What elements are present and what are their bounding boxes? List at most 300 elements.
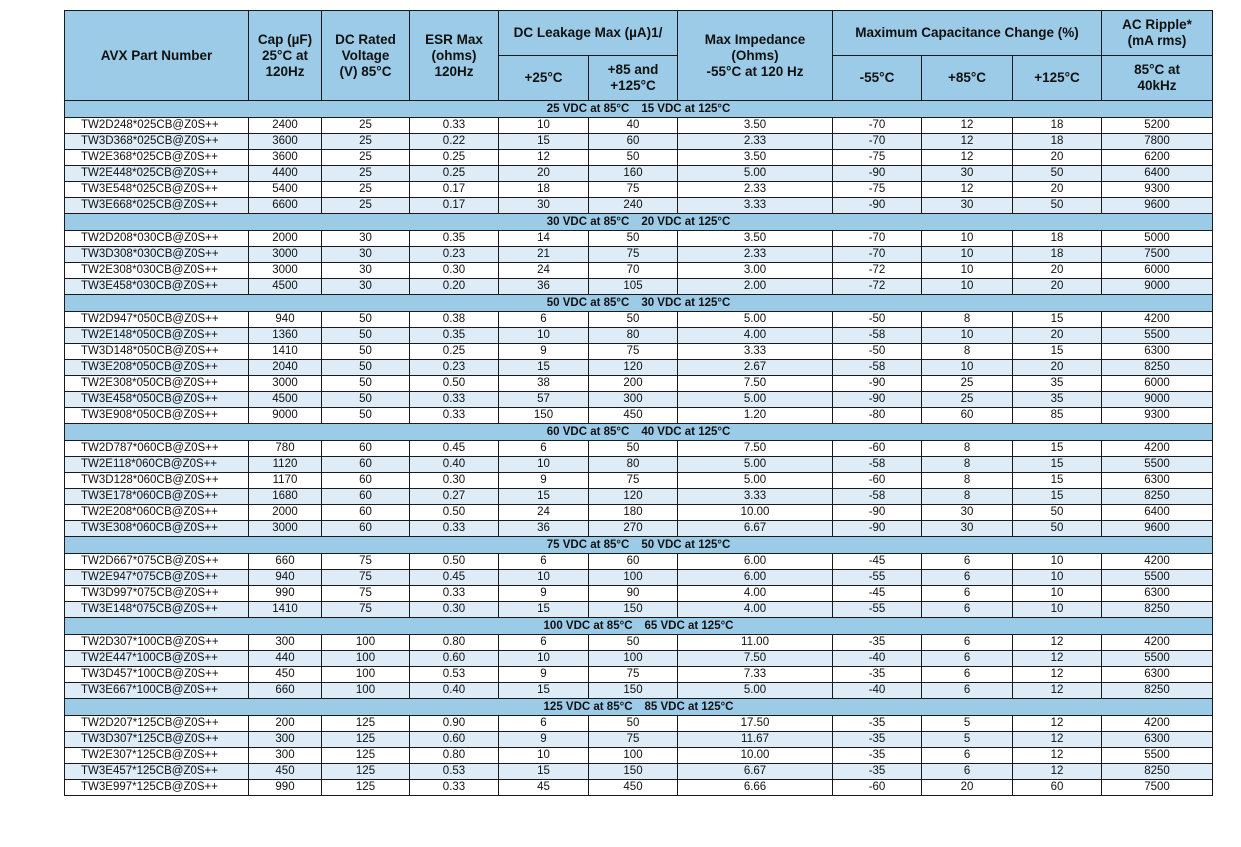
cell-impedance: 3.50 xyxy=(678,150,833,166)
cell-leakage-25: 18 xyxy=(499,182,589,198)
cell-cap-change-125: 20 xyxy=(1013,360,1102,376)
cell-ac-ripple: 6000 xyxy=(1102,376,1213,392)
cell-impedance: 3.33 xyxy=(678,489,833,505)
cell-cap-change-85: 8 xyxy=(922,441,1013,457)
section-header-row xyxy=(65,699,1213,716)
cell-rated-voltage: 50 xyxy=(322,344,410,360)
table-row xyxy=(65,263,1213,279)
cell-leakage-25: 15 xyxy=(499,602,589,618)
section-rating-85: 100 VDC at 85°C xyxy=(543,620,633,632)
cell-cap-change-125: 15 xyxy=(1013,312,1102,328)
cell-part-number: TW2D208*030CB@Z0S++ xyxy=(65,231,249,247)
cell-capacitance: 300 xyxy=(249,635,322,651)
header-impedance-line: (Ohms) xyxy=(731,47,779,63)
cell-cap-change-125: 18 xyxy=(1013,247,1102,263)
cell-leakage-25: 9 xyxy=(499,473,589,489)
cell-rated-voltage: 25 xyxy=(322,166,410,182)
cell-cap-change-85: 12 xyxy=(922,150,1013,166)
cell-rated-voltage: 100 xyxy=(322,635,410,651)
cell-esr: 0.45 xyxy=(410,441,499,457)
cell-leakage-85-125: 150 xyxy=(589,602,678,618)
table-row xyxy=(65,635,1213,651)
cell-ac-ripple: 7800 xyxy=(1102,134,1213,150)
cell-leakage-85-125: 270 xyxy=(589,521,678,537)
table-row xyxy=(65,732,1213,748)
cell-leakage-85-125: 100 xyxy=(589,570,678,586)
header-row-top xyxy=(65,11,1213,56)
header-esr-line: 120Hz xyxy=(434,63,474,79)
cell-leakage-25: 12 xyxy=(499,150,589,166)
cell-cap-change-85: 6 xyxy=(922,635,1013,651)
cell-leakage-25: 20 xyxy=(499,166,589,182)
cell-esr: 0.60 xyxy=(410,651,499,667)
cell-part-number: TW3E148*075CB@Z0S++ xyxy=(65,602,249,618)
header-esr xyxy=(410,11,499,101)
section-rating-85: 30 VDC at 85°C xyxy=(546,216,630,228)
cell-leakage-85-125: 60 xyxy=(589,134,678,150)
header-leakage-25: +25°C xyxy=(499,56,589,101)
cell-esr: 0.25 xyxy=(410,166,499,182)
cell-rated-voltage: 60 xyxy=(322,457,410,473)
cell-esr: 0.60 xyxy=(410,732,499,748)
cell-esr: 0.80 xyxy=(410,748,499,764)
cell-cap-change-m55: -58 xyxy=(833,489,922,505)
table-row xyxy=(65,441,1213,457)
cell-cap-change-m55: -90 xyxy=(833,198,922,214)
cell-cap-change-85: 8 xyxy=(922,473,1013,489)
cell-capacitance: 1410 xyxy=(249,344,322,360)
table-row xyxy=(65,586,1213,602)
cell-rated-voltage: 60 xyxy=(322,441,410,457)
cell-capacitance: 660 xyxy=(249,683,322,699)
header-impedance xyxy=(678,11,833,101)
cell-part-number: TW3E178*060CB@Z0S++ xyxy=(65,489,249,505)
cell-cap-change-85: 20 xyxy=(922,780,1013,796)
cell-impedance: 5.00 xyxy=(678,683,833,699)
cell-cap-change-85: 10 xyxy=(922,263,1013,279)
cell-capacitance: 1170 xyxy=(249,473,322,489)
cell-part-number: TW2D787*060CB@Z0S++ xyxy=(65,441,249,457)
cell-esr: 0.23 xyxy=(410,360,499,376)
cell-capacitance: 940 xyxy=(249,312,322,328)
cell-leakage-25: 6 xyxy=(499,716,589,732)
cell-impedance: 4.00 xyxy=(678,602,833,618)
cell-esr: 0.23 xyxy=(410,247,499,263)
cell-leakage-25: 6 xyxy=(499,635,589,651)
cell-ac-ripple: 6200 xyxy=(1102,150,1213,166)
cell-ac-ripple: 5500 xyxy=(1102,457,1213,473)
table-row xyxy=(65,716,1213,732)
cell-part-number: TW2E368*025CB@Z0S++ xyxy=(65,150,249,166)
cell-rated-voltage: 50 xyxy=(322,392,410,408)
cell-esr: 0.50 xyxy=(410,554,499,570)
header-leakage-line: +85 and xyxy=(607,62,659,77)
cell-cap-change-125: 12 xyxy=(1013,683,1102,699)
cell-leakage-85-125: 150 xyxy=(589,764,678,780)
cell-impedance: 6.67 xyxy=(678,521,833,537)
cell-cap-change-m55: -70 xyxy=(833,247,922,263)
header-ripple-cond-line: 85°C at xyxy=(1134,62,1180,77)
cell-rated-voltage: 125 xyxy=(322,748,410,764)
cell-cap-change-125: 35 xyxy=(1013,392,1102,408)
cell-cap-change-85: 6 xyxy=(922,748,1013,764)
cell-rated-voltage: 30 xyxy=(322,247,410,263)
cell-cap-change-m55: -50 xyxy=(833,312,922,328)
cell-impedance: 5.00 xyxy=(678,457,833,473)
cell-impedance: 7.50 xyxy=(678,651,833,667)
cell-cap-change-125: 10 xyxy=(1013,554,1102,570)
cell-ac-ripple: 6000 xyxy=(1102,263,1213,279)
cell-leakage-25: 9 xyxy=(499,667,589,683)
cell-leakage-25: 10 xyxy=(499,651,589,667)
cell-leakage-25: 9 xyxy=(499,344,589,360)
cell-cap-change-125: 10 xyxy=(1013,586,1102,602)
cell-capacitance: 2400 xyxy=(249,118,322,134)
table-row xyxy=(65,279,1213,295)
section-title xyxy=(65,699,1213,716)
cell-leakage-85-125: 120 xyxy=(589,360,678,376)
header-cap-line: Cap (µF) xyxy=(257,31,313,47)
cell-leakage-85-125: 75 xyxy=(589,473,678,489)
cell-cap-change-m55: -35 xyxy=(833,732,922,748)
cell-impedance: 5.00 xyxy=(678,312,833,328)
table-body xyxy=(65,101,1213,796)
cell-part-number: TW2E148*050CB@Z0S++ xyxy=(65,328,249,344)
cell-leakage-85-125: 100 xyxy=(589,748,678,764)
cell-part-number: TW3D457*100CB@Z0S++ xyxy=(65,667,249,683)
cell-leakage-85-125: 40 xyxy=(589,118,678,134)
cell-cap-change-m55: -90 xyxy=(833,505,922,521)
cell-capacitance: 3600 xyxy=(249,150,322,166)
header-esr-line: (ohms) xyxy=(431,47,477,63)
cell-esr: 0.35 xyxy=(410,231,499,247)
cell-cap-change-m55: -58 xyxy=(833,457,922,473)
cell-cap-change-125: 15 xyxy=(1013,441,1102,457)
cell-ac-ripple: 8250 xyxy=(1102,602,1213,618)
cell-cap-change-125: 10 xyxy=(1013,570,1102,586)
cell-esr: 0.27 xyxy=(410,489,499,505)
table-row xyxy=(65,764,1213,780)
cell-part-number: TW3D307*125CB@Z0S++ xyxy=(65,732,249,748)
cell-leakage-25: 45 xyxy=(499,780,589,796)
cell-cap-change-m55: -58 xyxy=(833,360,922,376)
section-rating-125: 15 VDC at 125°C xyxy=(641,103,731,115)
cell-ac-ripple: 6300 xyxy=(1102,473,1213,489)
cell-impedance: 1.20 xyxy=(678,408,833,424)
cell-rated-voltage: 30 xyxy=(322,279,410,295)
cell-capacitance: 200 xyxy=(249,716,322,732)
cell-esr: 0.50 xyxy=(410,505,499,521)
cell-leakage-85-125: 105 xyxy=(589,279,678,295)
cell-cap-change-85: 30 xyxy=(922,505,1013,521)
cell-cap-change-85: 12 xyxy=(922,134,1013,150)
table-row xyxy=(65,328,1213,344)
table-row xyxy=(65,182,1213,198)
cell-rated-voltage: 125 xyxy=(322,716,410,732)
cell-part-number: TW3E458*050CB@Z0S++ xyxy=(65,392,249,408)
cell-part-number: TW2D667*075CB@Z0S++ xyxy=(65,554,249,570)
cell-ac-ripple: 6300 xyxy=(1102,667,1213,683)
cell-impedance: 5.00 xyxy=(678,166,833,182)
cell-ac-ripple: 9300 xyxy=(1102,408,1213,424)
cell-capacitance: 300 xyxy=(249,732,322,748)
cell-esr: 0.25 xyxy=(410,150,499,166)
cell-part-number: TW3E668*025CB@Z0S++ xyxy=(65,198,249,214)
header-cap-change-85: +85°C xyxy=(922,56,1013,101)
cell-impedance: 2.33 xyxy=(678,134,833,150)
cell-rated-voltage: 75 xyxy=(322,602,410,618)
cell-leakage-85-125: 240 xyxy=(589,198,678,214)
cell-leakage-25: 15 xyxy=(499,134,589,150)
header-ripple-cond-line: 40kHz xyxy=(1137,78,1177,93)
cell-esr: 0.40 xyxy=(410,457,499,473)
cell-ac-ripple: 4200 xyxy=(1102,441,1213,457)
header-cap-change: Maximum Capacitance Change (%) xyxy=(833,11,1102,56)
cell-part-number: TW3D997*075CB@Z0S++ xyxy=(65,586,249,602)
cell-rated-voltage: 25 xyxy=(322,118,410,134)
cell-rated-voltage: 125 xyxy=(322,764,410,780)
cell-capacitance: 450 xyxy=(249,764,322,780)
cell-capacitance: 990 xyxy=(249,780,322,796)
cell-impedance: 6.66 xyxy=(678,780,833,796)
cell-leakage-85-125: 450 xyxy=(589,408,678,424)
cell-impedance: 3.00 xyxy=(678,263,833,279)
cell-ac-ripple: 4200 xyxy=(1102,554,1213,570)
cell-part-number: TW2D207*125CB@Z0S++ xyxy=(65,716,249,732)
cell-cap-change-125: 50 xyxy=(1013,521,1102,537)
cell-leakage-85-125: 150 xyxy=(589,683,678,699)
cell-leakage-25: 9 xyxy=(499,586,589,602)
cell-ac-ripple: 6300 xyxy=(1102,344,1213,360)
cell-esr: 0.33 xyxy=(410,780,499,796)
cell-impedance: 3.50 xyxy=(678,118,833,134)
cell-rated-voltage: 75 xyxy=(322,570,410,586)
cell-ac-ripple: 9000 xyxy=(1102,392,1213,408)
section-rating-85: 125 VDC at 85°C xyxy=(543,701,633,713)
cell-esr: 0.33 xyxy=(410,392,499,408)
table-row xyxy=(65,408,1213,424)
cell-rated-voltage: 125 xyxy=(322,780,410,796)
cell-impedance: 5.00 xyxy=(678,392,833,408)
cell-leakage-25: 57 xyxy=(499,392,589,408)
cell-capacitance: 3600 xyxy=(249,134,322,150)
cell-ac-ripple: 9600 xyxy=(1102,198,1213,214)
cell-leakage-25: 6 xyxy=(499,554,589,570)
cell-impedance: 6.67 xyxy=(678,764,833,780)
cell-esr: 0.25 xyxy=(410,344,499,360)
cell-capacitance: 3000 xyxy=(249,263,322,279)
cell-rated-voltage: 50 xyxy=(322,408,410,424)
cell-ac-ripple: 6400 xyxy=(1102,505,1213,521)
cell-cap-change-m55: -35 xyxy=(833,716,922,732)
table-row xyxy=(65,683,1213,699)
cell-part-number: TW2D248*025CB@Z0S++ xyxy=(65,118,249,134)
cell-capacitance: 1410 xyxy=(249,602,322,618)
table-row xyxy=(65,505,1213,521)
cell-cap-change-85: 12 xyxy=(922,118,1013,134)
cell-cap-change-85: 8 xyxy=(922,344,1013,360)
cell-cap-change-85: 10 xyxy=(922,247,1013,263)
cell-impedance: 2.33 xyxy=(678,182,833,198)
cell-impedance: 3.33 xyxy=(678,198,833,214)
cell-capacitance: 1680 xyxy=(249,489,322,505)
cell-part-number: TW3D128*060CB@Z0S++ xyxy=(65,473,249,489)
section-rating-125: 30 VDC at 125°C xyxy=(641,297,731,309)
cell-rated-voltage: 75 xyxy=(322,586,410,602)
cell-ac-ripple: 4200 xyxy=(1102,635,1213,651)
section-title xyxy=(65,295,1213,312)
cell-cap-change-125: 15 xyxy=(1013,473,1102,489)
cell-capacitance: 3000 xyxy=(249,376,322,392)
cell-capacitance: 1120 xyxy=(249,457,322,473)
cell-esr: 0.17 xyxy=(410,182,499,198)
cell-leakage-85-125: 80 xyxy=(589,328,678,344)
cell-cap-change-125: 18 xyxy=(1013,134,1102,150)
table-row xyxy=(65,651,1213,667)
cell-esr: 0.20 xyxy=(410,279,499,295)
cell-esr: 0.40 xyxy=(410,683,499,699)
cell-cap-change-m55: -70 xyxy=(833,118,922,134)
cell-part-number: TW3D148*050CB@Z0S++ xyxy=(65,344,249,360)
section-title xyxy=(65,424,1213,441)
cell-leakage-25: 10 xyxy=(499,328,589,344)
cell-impedance: 7.50 xyxy=(678,441,833,457)
cell-leakage-25: 36 xyxy=(499,521,589,537)
table-row xyxy=(65,748,1213,764)
cell-leakage-85-125: 75 xyxy=(589,732,678,748)
cell-impedance: 10.00 xyxy=(678,748,833,764)
cell-leakage-25: 6 xyxy=(499,312,589,328)
cell-capacitance: 6600 xyxy=(249,198,322,214)
cell-part-number: TW2E208*060CB@Z0S++ xyxy=(65,505,249,521)
table-row xyxy=(65,134,1213,150)
cell-cap-change-125: 15 xyxy=(1013,457,1102,473)
cell-capacitance: 990 xyxy=(249,586,322,602)
table-row xyxy=(65,521,1213,537)
cell-leakage-85-125: 75 xyxy=(589,344,678,360)
capacitor-spec-table xyxy=(64,10,1213,796)
table-row xyxy=(65,457,1213,473)
cell-leakage-25: 21 xyxy=(499,247,589,263)
cell-cap-change-m55: -90 xyxy=(833,376,922,392)
cell-rated-voltage: 50 xyxy=(322,312,410,328)
cell-capacitance: 450 xyxy=(249,667,322,683)
cell-ac-ripple: 8250 xyxy=(1102,683,1213,699)
cell-esr: 0.33 xyxy=(410,521,499,537)
section-rating-125: 85 VDC at 125°C xyxy=(644,701,734,713)
cell-cap-change-85: 6 xyxy=(922,683,1013,699)
header-esr-line: ESR Max xyxy=(425,31,483,47)
cell-leakage-85-125: 75 xyxy=(589,182,678,198)
cell-esr: 0.33 xyxy=(410,408,499,424)
cell-capacitance: 5400 xyxy=(249,182,322,198)
cell-cap-change-85: 6 xyxy=(922,764,1013,780)
cell-impedance: 3.33 xyxy=(678,344,833,360)
cell-cap-change-m55: -35 xyxy=(833,667,922,683)
cell-esr: 0.53 xyxy=(410,667,499,683)
cell-cap-change-125: 15 xyxy=(1013,344,1102,360)
cell-leakage-25: 14 xyxy=(499,231,589,247)
cell-part-number: TW3E208*050CB@Z0S++ xyxy=(65,360,249,376)
cell-ac-ripple: 6400 xyxy=(1102,166,1213,182)
cell-impedance: 4.00 xyxy=(678,328,833,344)
cell-impedance: 5.00 xyxy=(678,473,833,489)
header-cap-change-125: +125°C xyxy=(1013,56,1102,101)
cell-leakage-25: 15 xyxy=(499,683,589,699)
cell-cap-change-m55: -45 xyxy=(833,554,922,570)
cell-leakage-85-125: 180 xyxy=(589,505,678,521)
cell-esr: 0.50 xyxy=(410,376,499,392)
cell-capacitance: 1360 xyxy=(249,328,322,344)
header-impedance-line: -55°C at 120 Hz xyxy=(706,63,804,79)
cell-cap-change-85: 10 xyxy=(922,328,1013,344)
cell-cap-change-m55: -72 xyxy=(833,263,922,279)
cell-cap-change-m55: -90 xyxy=(833,521,922,537)
cell-ac-ripple: 8250 xyxy=(1102,489,1213,505)
cell-cap-change-m55: -75 xyxy=(833,182,922,198)
cell-cap-change-125: 35 xyxy=(1013,376,1102,392)
cell-part-number: TW3E308*060CB@Z0S++ xyxy=(65,521,249,537)
cell-cap-change-125: 20 xyxy=(1013,182,1102,198)
table-row xyxy=(65,360,1213,376)
section-header-row xyxy=(65,214,1213,231)
cell-leakage-85-125: 75 xyxy=(589,247,678,263)
cell-cap-change-125: 18 xyxy=(1013,118,1102,134)
cell-ac-ripple: 6300 xyxy=(1102,732,1213,748)
cell-cap-change-85: 30 xyxy=(922,166,1013,182)
cell-rated-voltage: 50 xyxy=(322,360,410,376)
header-capacitance xyxy=(249,11,322,101)
section-rating-85: 25 VDC at 85°C xyxy=(546,103,630,115)
cell-rated-voltage: 60 xyxy=(322,505,410,521)
section-header-row xyxy=(65,295,1213,312)
table-row xyxy=(65,780,1213,796)
cell-leakage-25: 15 xyxy=(499,764,589,780)
cell-cap-change-m55: -80 xyxy=(833,408,922,424)
cell-rated-voltage: 100 xyxy=(322,683,410,699)
cell-impedance: 11.00 xyxy=(678,635,833,651)
cell-part-number: TW3E997*125CB@Z0S++ xyxy=(65,780,249,796)
cell-ac-ripple: 5200 xyxy=(1102,118,1213,134)
cell-cap-change-125: 12 xyxy=(1013,651,1102,667)
cell-leakage-85-125: 80 xyxy=(589,457,678,473)
cell-ac-ripple: 5000 xyxy=(1102,231,1213,247)
cell-cap-change-85: 30 xyxy=(922,521,1013,537)
cell-cap-change-m55: -72 xyxy=(833,279,922,295)
cell-cap-change-m55: -90 xyxy=(833,166,922,182)
cell-leakage-85-125: 60 xyxy=(589,554,678,570)
cell-leakage-25: 9 xyxy=(499,732,589,748)
cell-ac-ripple: 6300 xyxy=(1102,586,1213,602)
cell-cap-change-125: 12 xyxy=(1013,764,1102,780)
section-header-row xyxy=(65,424,1213,441)
cell-capacitance: 4500 xyxy=(249,392,322,408)
cell-cap-change-85: 6 xyxy=(922,651,1013,667)
cell-cap-change-m55: -70 xyxy=(833,231,922,247)
cell-cap-change-m55: -55 xyxy=(833,602,922,618)
cell-cap-change-125: 50 xyxy=(1013,505,1102,521)
cell-esr: 0.38 xyxy=(410,312,499,328)
cell-leakage-85-125: 450 xyxy=(589,780,678,796)
cell-cap-change-85: 25 xyxy=(922,376,1013,392)
cell-cap-change-125: 12 xyxy=(1013,716,1102,732)
section-rating-125: 40 VDC at 125°C xyxy=(641,426,731,438)
cell-cap-change-85: 6 xyxy=(922,570,1013,586)
section-rating-125: 20 VDC at 125°C xyxy=(641,216,731,228)
cell-rated-voltage: 125 xyxy=(322,732,410,748)
cell-cap-change-85: 6 xyxy=(922,554,1013,570)
cell-part-number: TW3D308*030CB@Z0S++ xyxy=(65,247,249,263)
